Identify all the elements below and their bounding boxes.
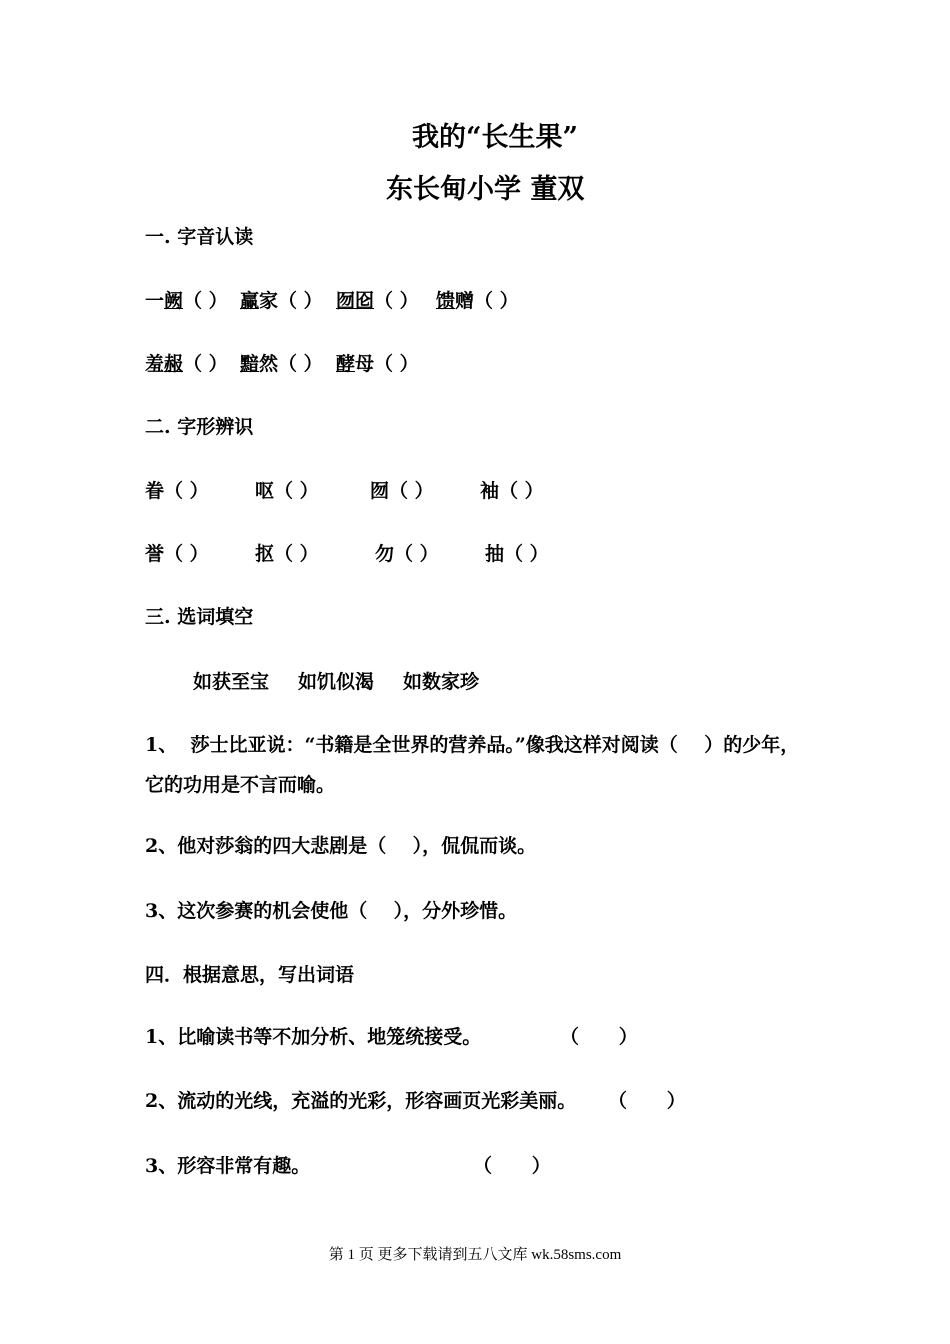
glyph-item: 勿（ ） [375,543,439,565]
answer-blank-1: （ ） [560,1026,638,1048]
section2-heading: 二. 字形辨识 [145,416,254,438]
pinyin-item-4: 馈赠（ ） [436,290,519,312]
section4-heading: 四．根据意思，写出词语 [145,964,355,986]
section1-heading: 一. 字音认读 [145,226,254,248]
glyph-item: 誉（ ） [145,543,209,565]
pinyin-item-1: 一阙（ ） [145,290,228,312]
glyph-item: 呕（ ） [255,480,319,502]
pinyin-item-3: 囫囵（ ） [336,290,419,312]
fill-question-1-line1: 1、 莎士比亚说：“书籍是全世界的营养品。”像我这样对阅读（ ）的少年， [145,734,800,756]
glyph-item: 囫（ ） [370,480,434,502]
word-option: 如数家珍 [403,671,480,693]
word-option: 如饥似渴 [298,671,375,693]
section3-heading: 三. 选词填空 [145,606,254,628]
pinyin-item-5: 羞赧（ ） [145,353,228,375]
glyph-item: 袖（ ） [480,480,544,502]
fill-question-1-line2: 它的功用是不言而喻。 [145,774,336,796]
author-line: 东长甸小学 董双 [386,174,585,205]
meaning-question-1: 1、比喻读书等不加分析、地笼统接受。 [145,1026,482,1048]
fill-question-2: 2、他对莎翁的四大悲剧是（ ），侃侃而谈。 [145,835,537,857]
word-option: 如获至宝 [193,671,270,693]
pinyin-item-2: 赢家（ ） [240,290,323,312]
glyph-item: 抽（ ） [485,543,549,565]
glyph-item: 抠（ ） [255,543,319,565]
pinyin-item-7: 酵母（ ） [336,353,419,375]
meaning-question-3: 3、形容非常有趣。 [145,1155,311,1177]
glyph-item: 眷（ ） [145,480,209,502]
page-title: 我的“长生果” [412,122,579,153]
pinyin-item-6: 黯然（ ） [240,353,323,375]
answer-blank-2: （ ） [608,1090,686,1112]
meaning-question-2: 2、流动的光线，充溢的光彩，形容画页光彩美丽。 [145,1090,577,1112]
fill-question-3: 3、这次参赛的机会使他（ ），分外珍惜。 [145,900,518,922]
page-footer: 第 1 页 更多下载请到五八文库 wk.58sms.com [328,1247,622,1263]
answer-blank-3: （ ） [473,1155,551,1177]
